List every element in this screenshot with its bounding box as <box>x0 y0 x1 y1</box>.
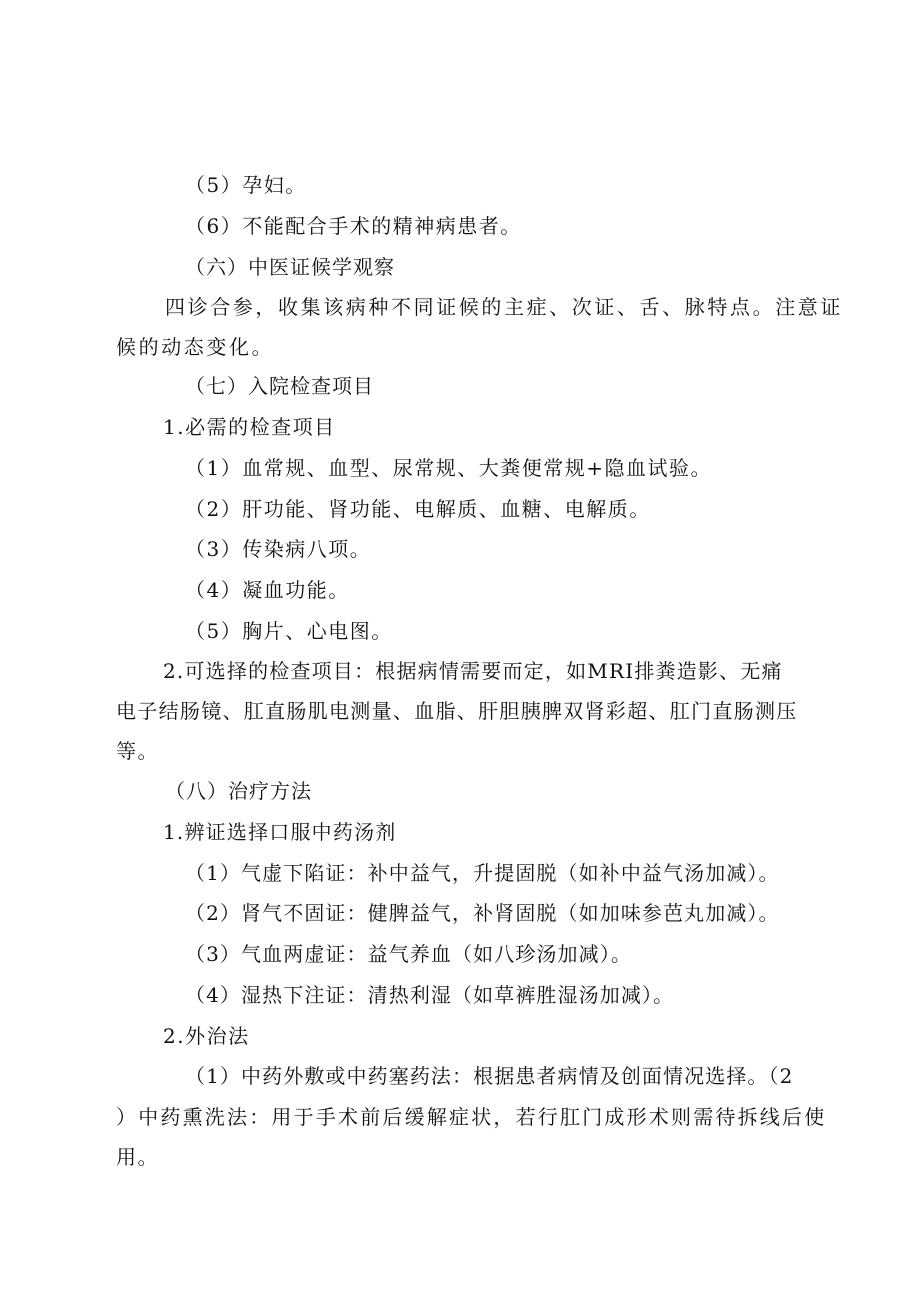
list-item: （3）传染病八项。 <box>185 537 372 561</box>
subsection-heading: 2.外治法 <box>163 1024 250 1048</box>
paragraph-line: 用。 <box>116 1145 159 1169</box>
list-item: （4）凝血功能。 <box>185 578 350 602</box>
paragraph-line: （1）中药外敷或中药塞药法：根据患者病情及创面情况选择。（2 <box>185 1064 794 1088</box>
paragraph-line: 候的动态变化。 <box>116 335 275 359</box>
list-item: （3）气血两虚证：益气养血（如八珍汤加减）。 <box>185 942 632 966</box>
section-heading: （六）中医证候学观察 <box>185 255 395 279</box>
paragraph-line: 2.可选择的检查项目：根据病情需要而定，如MRI排粪造影、无痛 <box>163 659 783 683</box>
section-heading: （八）治疗方法 <box>165 779 312 803</box>
paragraph-line: 四诊合参，收集该病种不同证候的主症、次证、舌、脉特点。注意证 <box>165 295 843 319</box>
subsection-heading: 1.辨证选择口服中药汤剂 <box>163 820 397 844</box>
list-item: （2）肾气不固证：健脾益气，补肾固脱（如加味参芭丸加减）。 <box>185 901 780 925</box>
paragraph-line: ）中药熏洗法：用于手术前后缓解症状，若行肛门成形术则需待拆线后使 <box>116 1105 827 1129</box>
list-item: （2）肝功能、肾功能、电解质、血糖、电解质。 <box>185 497 651 521</box>
section-heading: （七）入院检查项目 <box>185 374 374 398</box>
list-item: （5）胸片、心电图。 <box>185 619 393 643</box>
paragraph-line: 等。 <box>116 739 159 763</box>
subsection-heading: 1.必需的检查项目 <box>163 415 336 439</box>
list-item: （4）湿热下注证：清热利湿（如草裤胜湿汤加减）。 <box>185 983 675 1007</box>
text-line: （6）不能配合手术的精神病患者。 <box>185 214 522 238</box>
list-item: （1）血常规、血型、尿常规、大粪便常规+隐血试验。 <box>185 456 712 480</box>
text-line: （5）孕妇。 <box>185 173 307 197</box>
paragraph-line: 电子结肠镜、肛直肠肌电测量、血脂、肝胆胰脾双肾彩超、肛门直肠测压 <box>116 699 798 723</box>
list-item: （1）气虚下陷证：补中益气，升提固脱（如补中益气汤加减）。 <box>185 861 780 885</box>
